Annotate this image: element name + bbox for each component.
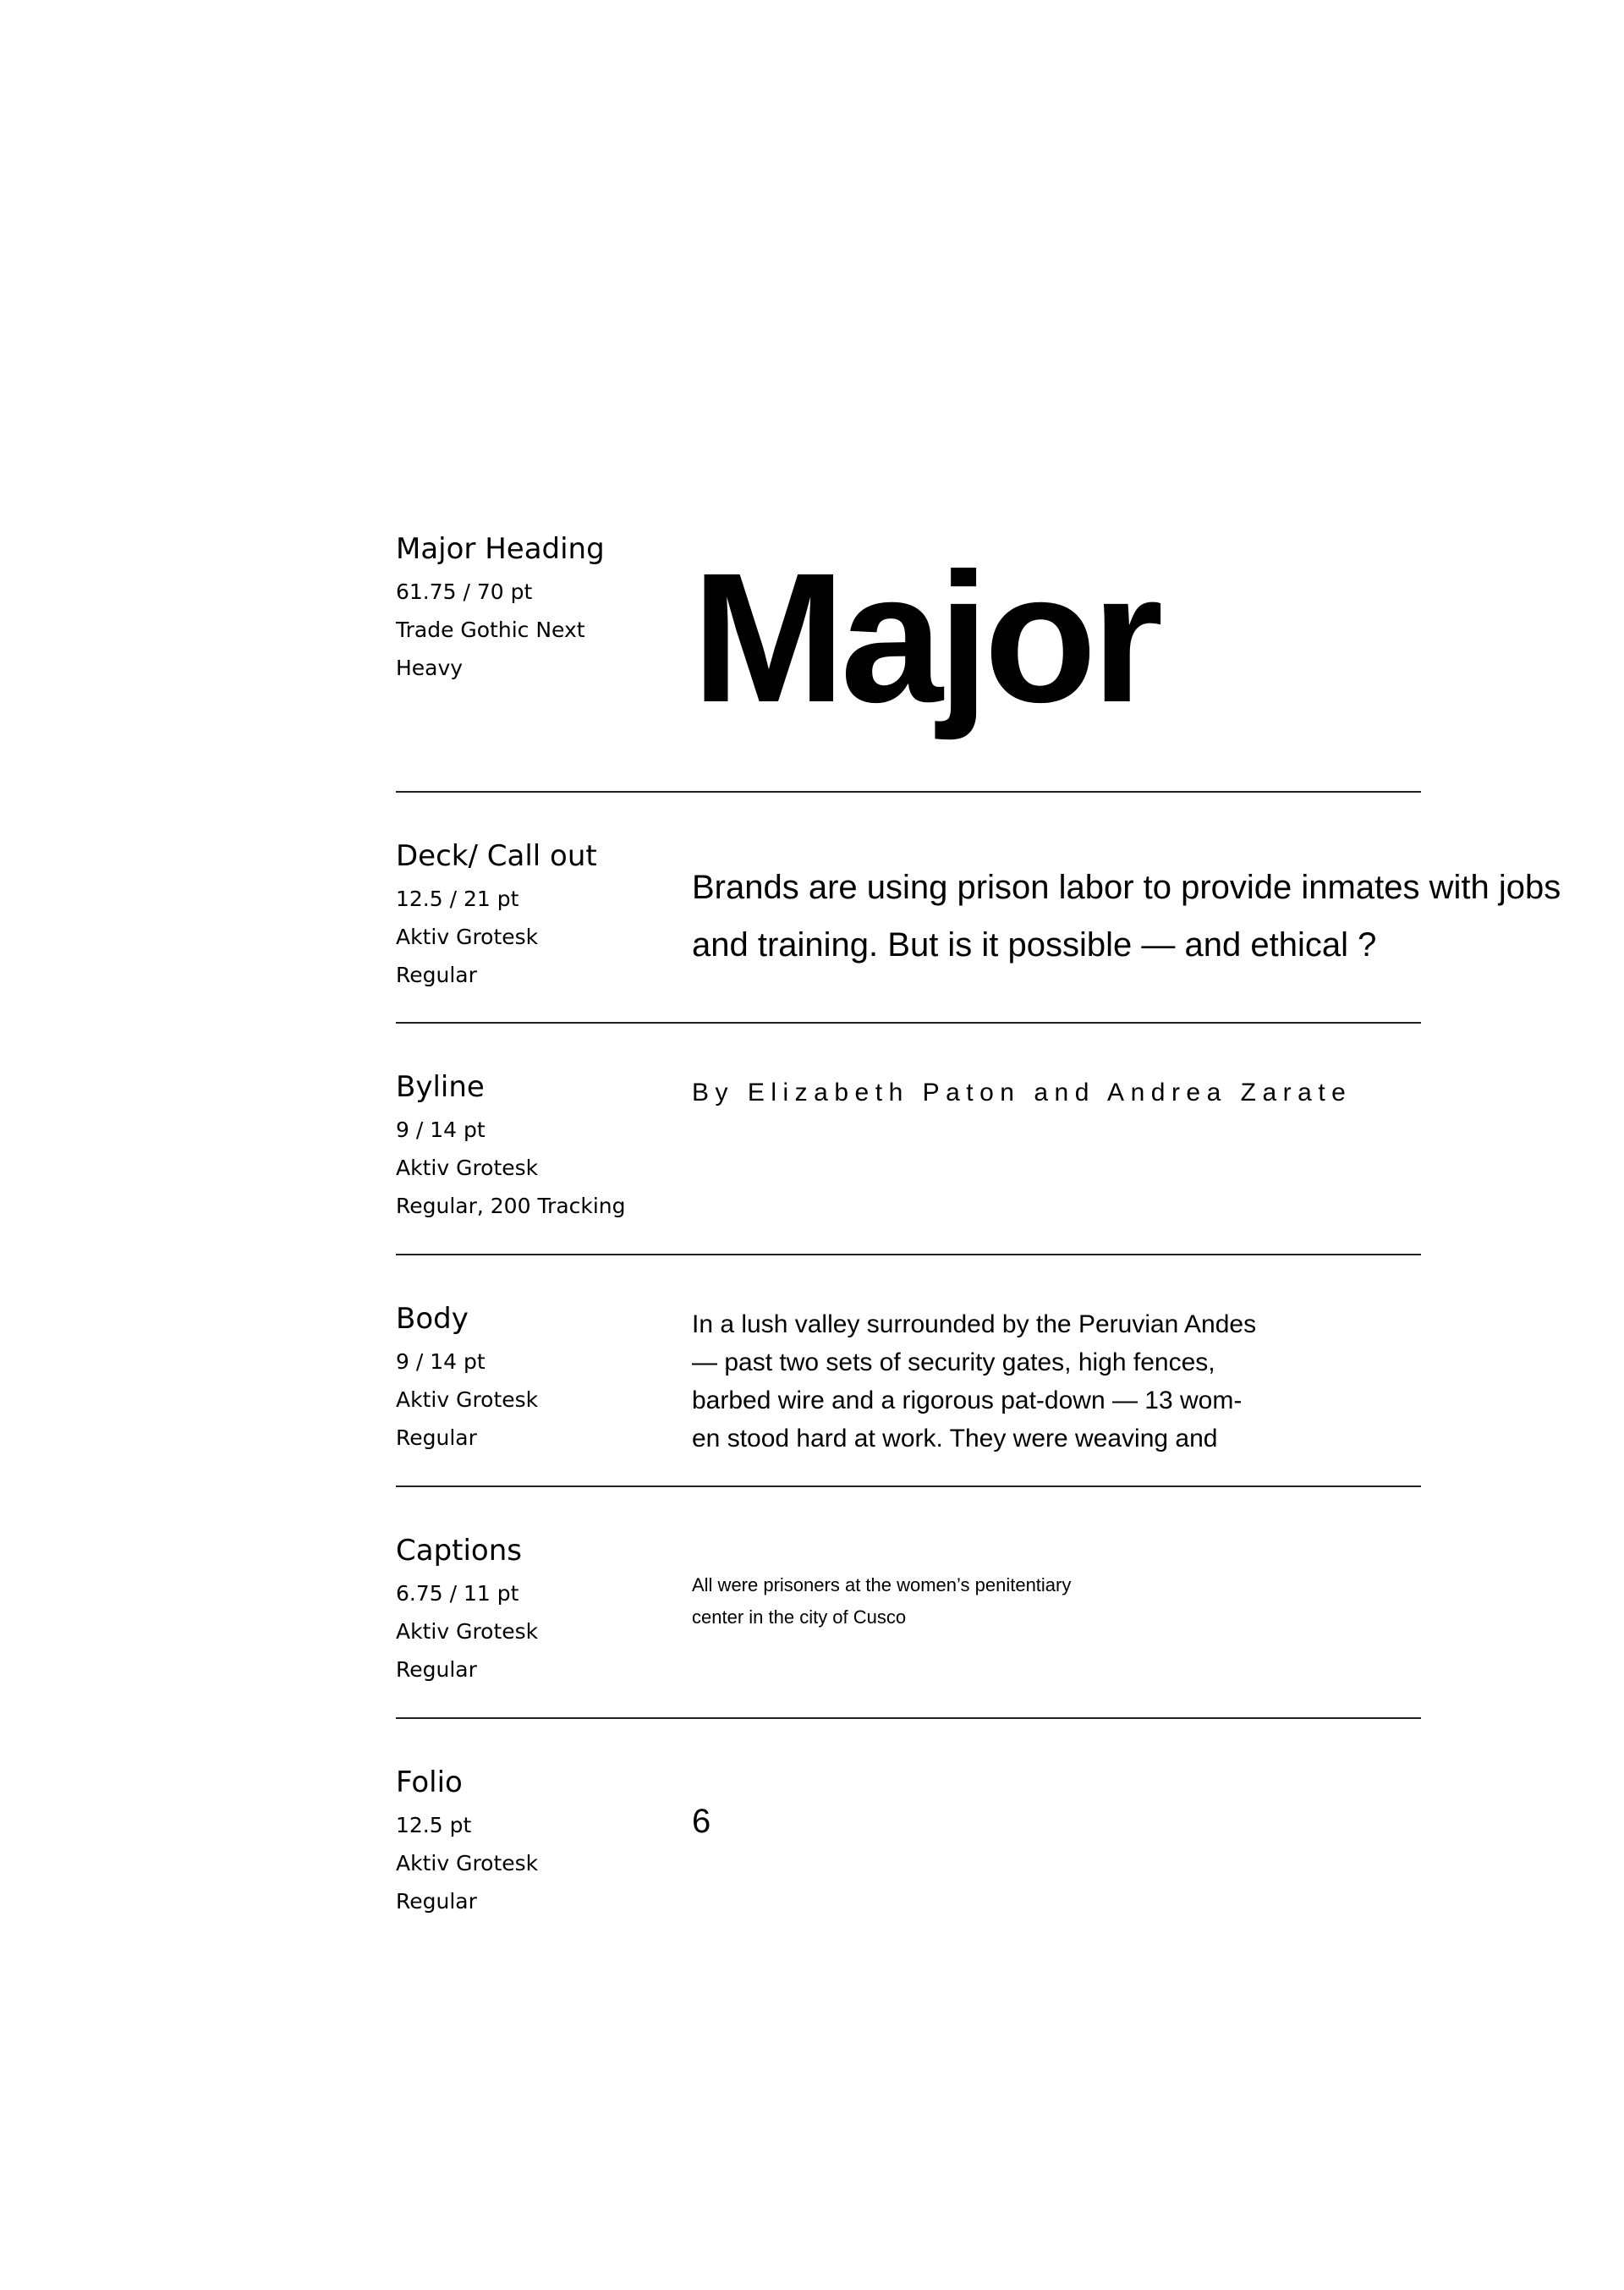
spec-font: Aktiv Grotesk [396, 925, 539, 949]
spec-title: Byline [396, 1070, 485, 1104]
spec-title: Captions [396, 1534, 522, 1568]
spec-weight: Regular [396, 1657, 477, 1682]
spec-font: Trade Gothic Next [396, 618, 585, 642]
body-line: barbed wire and a rigorous pat-down — 13 wom- [692, 1387, 1243, 1414]
body-line: — past two sets of security gates, high fences, [692, 1348, 1215, 1376]
spec-weight: Regular, 200 Tracking [396, 1194, 626, 1218]
spec-weight: Regular [396, 963, 477, 987]
spec-size: 12.5 pt [396, 1813, 472, 1837]
spec-major-heading [396, 530, 675, 687]
spec-font: Aktiv Grotesk [396, 1156, 539, 1180]
spec-title: Body [396, 1302, 469, 1336]
caption-line: center in the city of Cusco [692, 1606, 907, 1628]
spec-body [396, 1300, 675, 1457]
divider [396, 1485, 1421, 1487]
body-line: In a lush valley surrounded by the Peruvian Andes [692, 1310, 1257, 1338]
spec-byline [396, 1068, 675, 1225]
spec-font: Aktiv Grotesk [396, 1619, 539, 1644]
spec-weight: Regular [396, 1889, 477, 1914]
body-line: en stood hard at work. They were weaving and [692, 1425, 1218, 1453]
spec-font: Aktiv Grotesk [396, 1387, 539, 1412]
spec-size: 12.5 / 21 pt [396, 887, 519, 911]
spec-size: 9 / 14 pt [396, 1349, 486, 1374]
spec-folio [396, 1764, 675, 1920]
sample-major-heading: Major [692, 535, 1159, 741]
spec-title: Major Heading [396, 532, 605, 566]
spec-size: 6.75 / 11 pt [396, 1581, 519, 1606]
caption-line: All were prisoners at the women’s penitentiary [692, 1574, 1072, 1595]
divider [396, 791, 1421, 793]
sample-byline: By Elizabeth Paton and Andrea Zarate [692, 1079, 1352, 1107]
divider [396, 1717, 1421, 1719]
spec-weight: Heavy [396, 656, 464, 680]
spec-size: 61.75 / 70 pt [396, 579, 533, 604]
sample-body [692, 1305, 1284, 1458]
sample-caption [692, 1569, 1132, 1634]
sample-deck: Brands are using prison labor to provide inmates with jobs and training. But is it possible — and ethical ? [692, 869, 1561, 964]
spec-weight: Regular [396, 1425, 477, 1450]
divider [396, 1254, 1421, 1255]
spec-captions [396, 1532, 675, 1689]
spec-deck [396, 837, 675, 994]
divider [396, 1022, 1421, 1024]
spec-size: 9 / 14 pt [396, 1118, 486, 1142]
spec-title: Deck/ Call out [396, 839, 597, 873]
sample-folio: 6 [692, 1803, 711, 1840]
spec-font: Aktiv Grotesk [396, 1851, 539, 1875]
spec-title: Folio [396, 1766, 463, 1799]
